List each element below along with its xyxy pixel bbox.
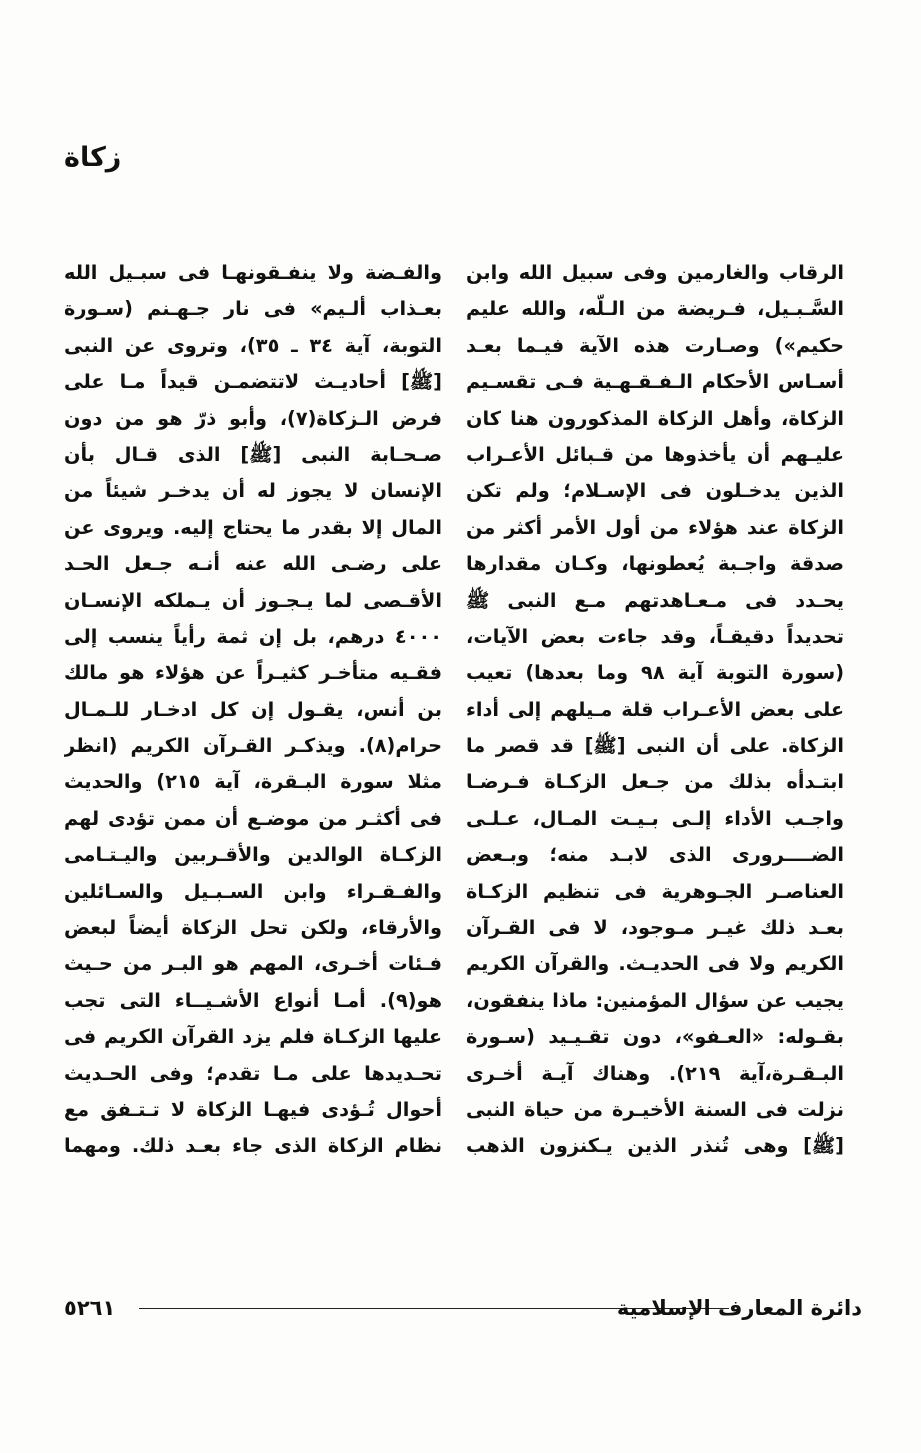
text-line: والأرقاء، ولكن تحل الزكاة أيضاً لبعض (64, 916, 442, 940)
text-line: يحـدد فى مـعـاهدتهم مـع النبى ﷺ (466, 588, 844, 612)
text-line: نزلت فى السنة الأخيـرة من حياة النبى (466, 1097, 844, 1121)
text-line: فـئات أخـرى، المهم هو البـر من حـيث (64, 952, 442, 976)
text-line: [ﷺ] وهى تُنذر الذين يـكنزون الذهب (466, 1134, 844, 1158)
text-line: على بعض الأعـراب قلة مـيلهم إلى أداء (466, 697, 844, 721)
text-line: السَّـبـيل، فـريضة من الـلّه، والله عليم (466, 297, 844, 321)
text-line: أحوال تُـؤدى فيهـا الزكاة لا تـتـفق مع (64, 1097, 442, 1121)
text-line: فى أكثـر من موضـع أن ممن تؤدى لهم (64, 806, 442, 830)
text-line: [ﷺ] أحاديـث لاتتضمـن قيداً مـا على (64, 370, 442, 394)
text-line: تحـديدها على مـا تقدم؛ وفى الحـديث (64, 1061, 442, 1085)
text-line: فقـيه متأخـر كثيـراً عن هؤلاء هو مالك (64, 661, 442, 685)
text-line: هو(٩). أمـا أنواع الأشـيــاء التى تجب (64, 988, 442, 1012)
text-line: الكريم ولا فى الحديـث. والقرآن الكريم (466, 952, 844, 976)
text-line: ابتـدأه بذلك من جـعل الزكـاة فـرضـا (466, 770, 844, 794)
right-text-column (466, 255, 844, 1285)
text-line: عليـهم أن يأخذوها من قـبائل الأعـراب (466, 442, 844, 466)
publication-title: دائرة المعارف الإسلامية (616, 1296, 862, 1320)
left-text-column (64, 255, 442, 1285)
text-line: فرض الـزكاة(٧)، وأبو ذرّ هو من دون (64, 406, 442, 430)
text-line: على رضـى الله عنه أنـه جـعل الحـد (64, 552, 442, 576)
text-line: يجيب عن سؤال المؤمنين: ماذا ينفقون، (466, 988, 844, 1012)
text-line: حكيم») وصـارت هذه الآية فيـما بعـد (466, 333, 844, 357)
text-line: عليها الزكـاة فلم يزد القرآن الكريم فى (64, 1025, 442, 1049)
text-line: الزكاة. على أن النبى [ﷺ] قد قصر ما (466, 734, 844, 758)
text-line: صـحـابة النبى [ﷺ] الذى قـال بأن (64, 442, 442, 466)
text-line: (سورة التوبة آية ٩٨ وما بعدها) تعيب (466, 661, 844, 685)
text-line: الضــــرورى الذى لابـد منه؛ وبـعض (466, 843, 844, 867)
page-number: ٥٢٦١ (64, 1296, 116, 1320)
text-line: الزكاة، وأهل الزكاة المذكورون هنا كان (466, 406, 844, 430)
entry-heading: زكاة (64, 142, 122, 173)
text-line: صدقة واجـبة يُعطونها، وكـان مقدارها (466, 552, 844, 576)
text-line: والفـقـراء وابن السـبـيل والسـائلين (64, 879, 442, 903)
text-line: الزكـاة الوالدين والأقـربين واليـتـامى (64, 843, 442, 867)
text-line: المال إلا بقدر ما يحتاج إليه. ويروى عن (64, 515, 442, 539)
text-line: الذين يدخـلون فى الإسـلام؛ ولم تكن (466, 479, 844, 503)
text-line: بن أنس، يقـول إن كل ادخـار للـمـال (64, 697, 442, 721)
text-line: بعـذاب ألـيم» فى نار جـهـنم (سـورة (64, 297, 442, 321)
text-line: البـقـرة،آية ٢١٩). وهناك آيـة أخـرى (466, 1061, 844, 1085)
text-line: حرام(٨). ويذكـر القـرآن الكريم (انظر (64, 734, 442, 758)
text-line: ٤٠٠٠ درهم، بل إن ثمة رأياً ينسب إلى (64, 624, 442, 648)
text-line: العناصـر الجـوهرية فى تنظيم الزكـاة (466, 879, 844, 903)
text-line: بقـوله: «العـفو»، دون تقـيـيد (سـورة (466, 1025, 844, 1049)
text-line: مثلا سورة البـقرة، آية ٢١٥) والحديث (64, 770, 442, 794)
text-line: الإنسان لا يجوز له أن يدخـر شيئاً من (64, 479, 442, 503)
text-line: تحديداً دقيقـاً، وقد جاءت بعض الآيات، (466, 624, 844, 648)
text-line: أسـاس الأحكام الـفـقـهـية فـى تقسـيم (466, 370, 844, 394)
page-footer (64, 1290, 862, 1326)
text-line: الزكاة عند هؤلاء من أول الأمر أكثر من (466, 515, 844, 539)
text-line: والفـضة ولا ينفـقونهـا فى سبـيل الله (64, 261, 442, 284)
text-line: نظام الزكاة الذى جاء بعـد ذلك. ومهما (64, 1134, 442, 1158)
text-line: بعـد ذلك غيـر مـوجود، لا فى القـرآن (466, 916, 844, 940)
text-line: الأقـصى لما يـجـوز أن يـملكه الإنسـان (64, 588, 442, 612)
text-line: واجـب الأداء إلـى بـيـت المـال، عـلـى (466, 806, 844, 830)
text-line: التوبة، آية ٣٤ ـ ٣٥)، وتروى عن النبى (64, 333, 442, 357)
text-line: الرقاب والغارمين وفى سبيل الله وابن (466, 261, 844, 284)
